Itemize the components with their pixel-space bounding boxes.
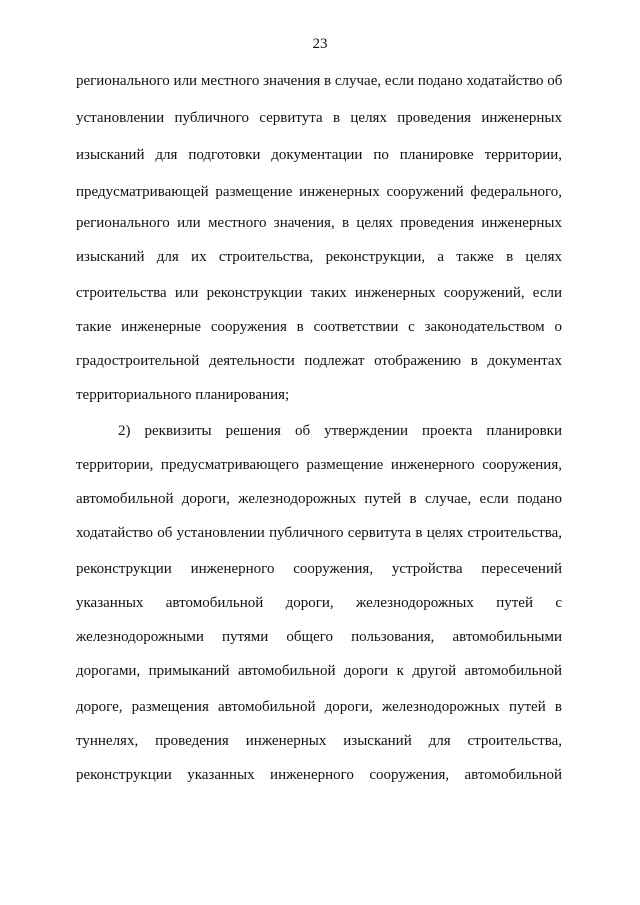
text-line: такие инженерные сооружения в соответствии с законодательством о xyxy=(76,319,562,335)
page-number: 23 xyxy=(312,36,328,52)
text-line: регионального или местного значения, в целях проведения инженерных xyxy=(76,215,562,231)
text-line-paragraph-start: 2) реквизиты решения об утверждении проекта планировки xyxy=(118,423,562,439)
text-line: регионального или местного значения в случае, если подано ходатайство об xyxy=(76,73,563,89)
text-line: автомобильной дороги, железнодорожных путей в случае, если подано xyxy=(76,491,562,507)
text-line: ходатайство об установлении публичного сервитута в целях строительства, xyxy=(76,525,562,541)
text-line: реконструкции указанных инженерного сооружения, автомобильной xyxy=(76,767,562,783)
text-line: изысканий для их строительства, реконструкции, а также в целях xyxy=(76,249,562,265)
text-line: туннелях, проведения инженерных изысканий для строительства, xyxy=(76,733,562,749)
text-line: строительства или реконструкции таких инженерных сооружений, если xyxy=(76,285,562,301)
text-line: изысканий для подготовки документации по планировке территории, xyxy=(76,147,562,163)
text-line: территориального планирования; xyxy=(76,387,290,403)
text-line: реконструкции инженерного сооружения, устройства пересечений xyxy=(76,561,562,577)
text-line: градостроительной деятельности подлежат отображению в документах xyxy=(76,353,562,369)
text-line: территории, предусматривающего размещение инженерного сооружения, xyxy=(76,457,562,473)
text-line: дороге, размещения автомобильной дороги, железнодорожных путей в xyxy=(76,699,562,715)
text-line: указанных автомобильной дороги, железнодорожных путей с xyxy=(76,595,562,611)
text-line: предусматривающей размещение инженерных сооружений федерального, xyxy=(76,184,562,200)
text-line: дорогами, примыканий автомобильной дороги к другой автомобильной xyxy=(76,663,562,679)
text-line: установлении публичного сервитута в целях проведения инженерных xyxy=(76,110,562,126)
text-line: железнодорожными путями общего пользования, автомобильными xyxy=(76,629,562,645)
